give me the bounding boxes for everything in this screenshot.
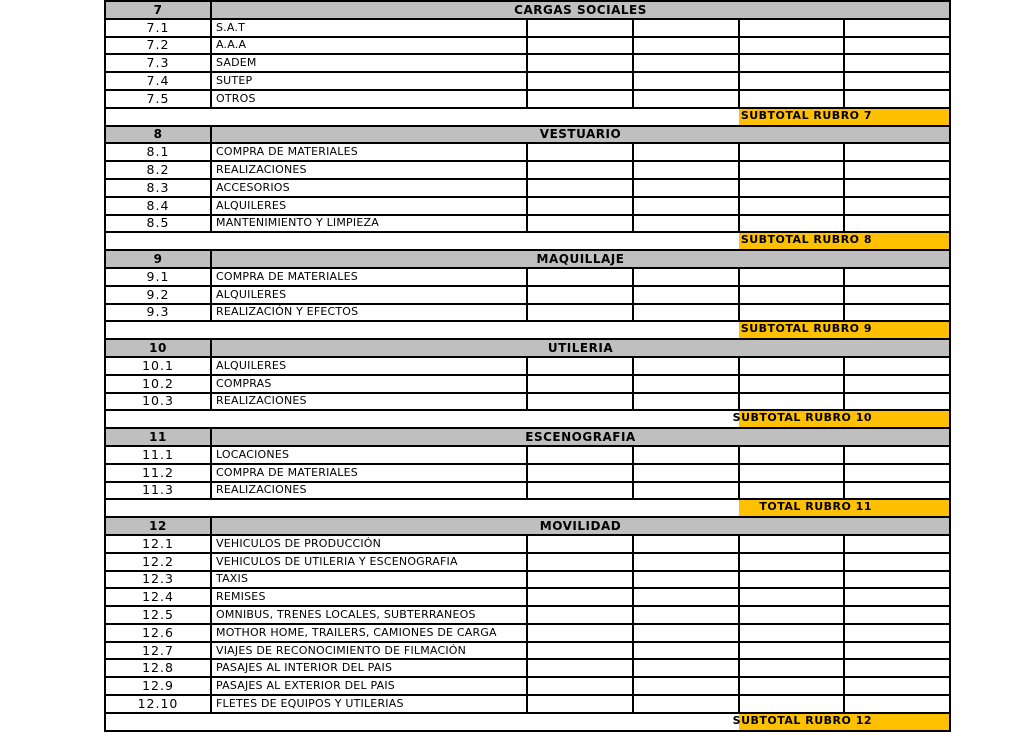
item-number: 10.1 <box>105 357 211 375</box>
value-cell[interactable] <box>527 19 633 37</box>
item-description: VEHICULOS DE UTILERIA Y ESCENOGRAFIA <box>211 553 527 571</box>
value-cell[interactable] <box>633 677 739 695</box>
table-row <box>105 304 950 322</box>
value-cell[interactable] <box>527 357 633 375</box>
table-row <box>105 695 950 713</box>
table-row <box>105 571 950 589</box>
value-cell[interactable] <box>527 72 633 90</box>
item-number: 12.8 <box>105 659 211 677</box>
value-cell[interactable] <box>739 588 845 606</box>
section-title: MOVILIDAD <box>211 517 950 535</box>
subtotal-row <box>105 713 950 731</box>
item-description: VEHICULOS DE PRODUCCIÓN <box>211 535 527 553</box>
value-cell[interactable] <box>739 143 845 161</box>
value-cell[interactable] <box>633 571 739 589</box>
subtotal-label: TOTAL RUBRO 11 <box>759 500 872 514</box>
value-cell[interactable] <box>844 659 950 677</box>
item-number: 9.2 <box>105 286 211 304</box>
value-cell[interactable] <box>739 393 845 411</box>
value-cell[interactable] <box>739 179 845 197</box>
value-cell[interactable] <box>527 161 633 179</box>
value-cell[interactable] <box>844 37 950 55</box>
table-row <box>105 54 950 72</box>
value-cell[interactable] <box>844 588 950 606</box>
item-description: VIAJES DE RECONOCIMIENTO DE FILMACIÓN <box>211 642 527 660</box>
table-row <box>105 642 950 660</box>
table-row <box>105 464 950 482</box>
section-number: 11 <box>105 428 211 446</box>
item-number: 12.3 <box>105 571 211 589</box>
value-cell[interactable] <box>739 695 845 713</box>
value-cell[interactable] <box>527 571 633 589</box>
value-cell[interactable] <box>844 197 950 215</box>
table-row <box>105 19 950 37</box>
item-number: 10.3 <box>105 393 211 411</box>
value-cell[interactable] <box>527 464 633 482</box>
subtotal-cell <box>211 321 950 339</box>
value-cell[interactable] <box>739 90 845 108</box>
subtotal-row <box>105 410 950 428</box>
item-number: 7.1 <box>105 19 211 37</box>
value-cell[interactable] <box>844 286 950 304</box>
value-cell[interactable] <box>633 446 739 464</box>
value-cell[interactable] <box>633 72 739 90</box>
item-number: 12.9 <box>105 677 211 695</box>
value-cell[interactable] <box>739 215 845 233</box>
value-cell[interactable] <box>739 161 845 179</box>
value-cell[interactable] <box>633 268 739 286</box>
value-cell[interactable] <box>633 588 739 606</box>
value-cell[interactable] <box>844 553 950 571</box>
value-cell[interactable] <box>633 54 739 72</box>
section-header-row <box>105 428 950 446</box>
item-description: S.A.T <box>211 19 527 37</box>
value-cell[interactable] <box>633 286 739 304</box>
item-description: A.A.A <box>211 37 527 55</box>
value-cell[interactable] <box>633 659 739 677</box>
value-cell[interactable] <box>739 571 845 589</box>
item-number: 12.10 <box>105 695 211 713</box>
table-row <box>105 659 950 677</box>
table-row <box>105 588 950 606</box>
table-row <box>105 393 950 411</box>
value-cell[interactable] <box>527 197 633 215</box>
item-description: FLETES DE EQUIPOS Y UTILERIAS <box>211 695 527 713</box>
item-number: 8.1 <box>105 143 211 161</box>
table-row <box>105 375 950 393</box>
value-cell[interactable] <box>527 143 633 161</box>
item-number: 12.5 <box>105 606 211 624</box>
section-header-row <box>105 339 950 357</box>
budget-table <box>104 0 951 732</box>
value-cell[interactable] <box>844 606 950 624</box>
value-cell[interactable] <box>844 90 950 108</box>
value-cell[interactable] <box>844 571 950 589</box>
item-number: 8.3 <box>105 179 211 197</box>
value-cell[interactable] <box>739 446 845 464</box>
section-header-row <box>105 517 950 535</box>
value-cell[interactable] <box>844 268 950 286</box>
value-cell[interactable] <box>739 624 845 642</box>
value-cell[interactable] <box>739 19 845 37</box>
value-cell[interactable] <box>527 446 633 464</box>
item-description: MANTENIMIENTO Y LIMPIEZA <box>211 215 527 233</box>
subtotal-spacer <box>105 499 211 517</box>
value-cell[interactable] <box>844 19 950 37</box>
table-row <box>105 72 950 90</box>
table-row <box>105 286 950 304</box>
item-number: 12.1 <box>105 535 211 553</box>
item-description: REALIZACIONES <box>211 161 527 179</box>
subtotal-label: SUBTOTAL RUBRO 9 <box>740 322 872 336</box>
item-number: 7.2 <box>105 37 211 55</box>
table-row <box>105 535 950 553</box>
subtotal-row <box>105 499 950 517</box>
value-cell[interactable] <box>739 357 845 375</box>
table-row <box>105 357 950 375</box>
value-cell[interactable] <box>527 54 633 72</box>
item-description: TAXIS <box>211 571 527 589</box>
value-cell[interactable] <box>633 375 739 393</box>
section-title: ESCENOGRAFIA <box>211 428 950 446</box>
value-cell[interactable] <box>739 553 845 571</box>
value-cell[interactable] <box>739 606 845 624</box>
section-number: 12 <box>105 517 211 535</box>
item-description: ACCESORIOS <box>211 179 527 197</box>
value-cell[interactable] <box>633 393 739 411</box>
subtotal-spacer <box>105 410 211 428</box>
value-cell[interactable] <box>844 72 950 90</box>
value-cell[interactable] <box>633 624 739 642</box>
subtotal-spacer <box>105 232 211 250</box>
item-number: 7.4 <box>105 72 211 90</box>
value-cell[interactable] <box>527 215 633 233</box>
section-header-row <box>105 126 950 144</box>
value-cell[interactable] <box>527 286 633 304</box>
value-cell[interactable] <box>633 482 739 500</box>
value-cell[interactable] <box>633 161 739 179</box>
value-cell[interactable] <box>739 375 845 393</box>
item-description: ALQUILERES <box>211 286 527 304</box>
item-number: 12.7 <box>105 642 211 660</box>
item-description: COMPRA DE MATERIALES <box>211 464 527 482</box>
section-title: CARGAS SOCIALES <box>211 1 950 19</box>
item-number: 11.3 <box>105 482 211 500</box>
value-cell[interactable] <box>739 304 845 322</box>
value-cell[interactable] <box>527 268 633 286</box>
table-row <box>105 606 950 624</box>
item-description: SUTEP <box>211 72 527 90</box>
item-number: 7.3 <box>105 54 211 72</box>
subtotal-label: SUBTOTAL RUBRO 8 <box>740 233 872 247</box>
item-number: 8.4 <box>105 197 211 215</box>
item-description: REMISES <box>211 588 527 606</box>
item-description: OMNIBUS, TRENES LOCALES, SUBTERRANEOS <box>211 606 527 624</box>
table-row <box>105 179 950 197</box>
item-number: 12.4 <box>105 588 211 606</box>
value-cell[interactable] <box>633 90 739 108</box>
value-cell[interactable] <box>633 215 739 233</box>
value-cell[interactable] <box>527 393 633 411</box>
item-number: 8.5 <box>105 215 211 233</box>
subtotal-spacer <box>105 108 211 126</box>
item-number: 9.1 <box>105 268 211 286</box>
value-cell[interactable] <box>739 464 845 482</box>
table-row <box>105 197 950 215</box>
table-row <box>105 161 950 179</box>
section-header-row <box>105 1 950 19</box>
item-description: REALIZACIÓN Y EFECTOS <box>211 304 527 322</box>
value-cell[interactable] <box>844 446 950 464</box>
section-number: 9 <box>105 250 211 268</box>
item-description: COMPRAS <box>211 375 527 393</box>
value-cell[interactable] <box>739 642 845 660</box>
section-title: VESTUARIO <box>211 126 950 144</box>
value-cell[interactable] <box>739 72 845 90</box>
value-cell[interactable] <box>844 215 950 233</box>
item-number: 12.2 <box>105 553 211 571</box>
item-description: PASAJES AL INTERIOR DEL PAIS <box>211 659 527 677</box>
value-cell[interactable] <box>844 304 950 322</box>
item-description: ALQUILERES <box>211 197 527 215</box>
section-number: 8 <box>105 126 211 144</box>
value-cell[interactable] <box>527 588 633 606</box>
item-description: REALIZACIONES <box>211 482 527 500</box>
value-cell[interactable] <box>527 37 633 55</box>
item-description: OTROS <box>211 90 527 108</box>
item-description: COMPRA DE MATERIALES <box>211 268 527 286</box>
value-cell[interactable] <box>527 482 633 500</box>
table-row <box>105 553 950 571</box>
subtotal-label: SUBTOTAL RUBRO 10 <box>732 411 872 425</box>
value-cell[interactable] <box>633 695 739 713</box>
value-cell[interactable] <box>739 677 845 695</box>
item-number: 9.3 <box>105 304 211 322</box>
table-row <box>105 482 950 500</box>
item-number: 11.1 <box>105 446 211 464</box>
table-row <box>105 268 950 286</box>
item-number: 12.6 <box>105 624 211 642</box>
value-cell[interactable] <box>739 37 845 55</box>
item-description: SADEM <box>211 54 527 72</box>
table-row <box>105 215 950 233</box>
table-row <box>105 37 950 55</box>
subtotal-spacer <box>105 713 211 731</box>
subtotal-spacer <box>105 321 211 339</box>
subtotal-cell <box>211 410 950 428</box>
section-number: 10 <box>105 339 211 357</box>
item-description: REALIZACIONES <box>211 393 527 411</box>
value-cell[interactable] <box>844 535 950 553</box>
value-cell[interactable] <box>633 179 739 197</box>
item-description: PASAJES AL EXTERIOR DEL PAIS <box>211 677 527 695</box>
table-row <box>105 90 950 108</box>
value-cell[interactable] <box>844 161 950 179</box>
subtotal-label: SUBTOTAL RUBRO 12 <box>732 713 872 727</box>
item-description: ALQUILERES <box>211 357 527 375</box>
section-number: 7 <box>105 1 211 19</box>
value-cell[interactable] <box>844 375 950 393</box>
value-cell[interactable] <box>633 642 739 660</box>
value-cell[interactable] <box>844 642 950 660</box>
value-cell[interactable] <box>844 143 950 161</box>
value-cell[interactable] <box>739 286 845 304</box>
value-cell[interactable] <box>844 357 950 375</box>
value-cell[interactable] <box>633 357 739 375</box>
item-number: 7.5 <box>105 90 211 108</box>
subtotal-cell <box>211 232 950 250</box>
value-cell[interactable] <box>633 606 739 624</box>
subtotal-cell <box>211 713 950 731</box>
value-cell[interactable] <box>844 677 950 695</box>
item-description: MOTHOR HOME, TRAILERS, CAMIONES DE CARGA <box>211 624 527 642</box>
item-number: 11.2 <box>105 464 211 482</box>
value-cell[interactable] <box>527 553 633 571</box>
item-description: COMPRA DE MATERIALES <box>211 143 527 161</box>
value-cell[interactable] <box>844 695 950 713</box>
value-cell[interactable] <box>739 54 845 72</box>
value-cell[interactable] <box>527 624 633 642</box>
value-cell[interactable] <box>527 695 633 713</box>
value-cell[interactable] <box>527 179 633 197</box>
subtotal-row <box>105 321 950 339</box>
value-cell[interactable] <box>527 606 633 624</box>
value-cell[interactable] <box>527 304 633 322</box>
value-cell[interactable] <box>527 659 633 677</box>
value-cell[interactable] <box>527 375 633 393</box>
value-cell[interactable] <box>844 393 950 411</box>
subtotal-row <box>105 232 950 250</box>
budget-sheet <box>104 0 949 732</box>
value-cell[interactable] <box>739 535 845 553</box>
value-cell[interactable] <box>633 143 739 161</box>
value-cell[interactable] <box>844 54 950 72</box>
value-cell[interactable] <box>527 535 633 553</box>
table-row <box>105 446 950 464</box>
value-cell[interactable] <box>633 304 739 322</box>
item-number: 8.2 <box>105 161 211 179</box>
value-cell[interactable] <box>633 19 739 37</box>
value-cell[interactable] <box>527 677 633 695</box>
value-cell[interactable] <box>633 464 739 482</box>
value-cell[interactable] <box>633 197 739 215</box>
value-cell[interactable] <box>844 482 950 500</box>
value-cell[interactable] <box>844 624 950 642</box>
table-row <box>105 677 950 695</box>
subtotal-cell <box>211 108 950 126</box>
table-row <box>105 624 950 642</box>
section-title: UTILERIA <box>211 339 950 357</box>
section-header-row <box>105 250 950 268</box>
subtotal-row <box>105 108 950 126</box>
item-description: LOCACIONES <box>211 446 527 464</box>
subtotal-cell <box>211 499 950 517</box>
value-cell[interactable] <box>739 197 845 215</box>
table-row <box>105 143 950 161</box>
value-cell[interactable] <box>527 90 633 108</box>
value-cell[interactable] <box>633 535 739 553</box>
value-cell[interactable] <box>739 482 845 500</box>
section-title: MAQUILLAJE <box>211 250 950 268</box>
value-cell[interactable] <box>739 268 845 286</box>
value-cell[interactable] <box>844 464 950 482</box>
item-number: 10.2 <box>105 375 211 393</box>
value-cell[interactable] <box>844 179 950 197</box>
value-cell[interactable] <box>527 642 633 660</box>
subtotal-label: SUBTOTAL RUBRO 7 <box>740 108 872 122</box>
value-cell[interactable] <box>739 659 845 677</box>
value-cell[interactable] <box>633 37 739 55</box>
value-cell[interactable] <box>633 553 739 571</box>
